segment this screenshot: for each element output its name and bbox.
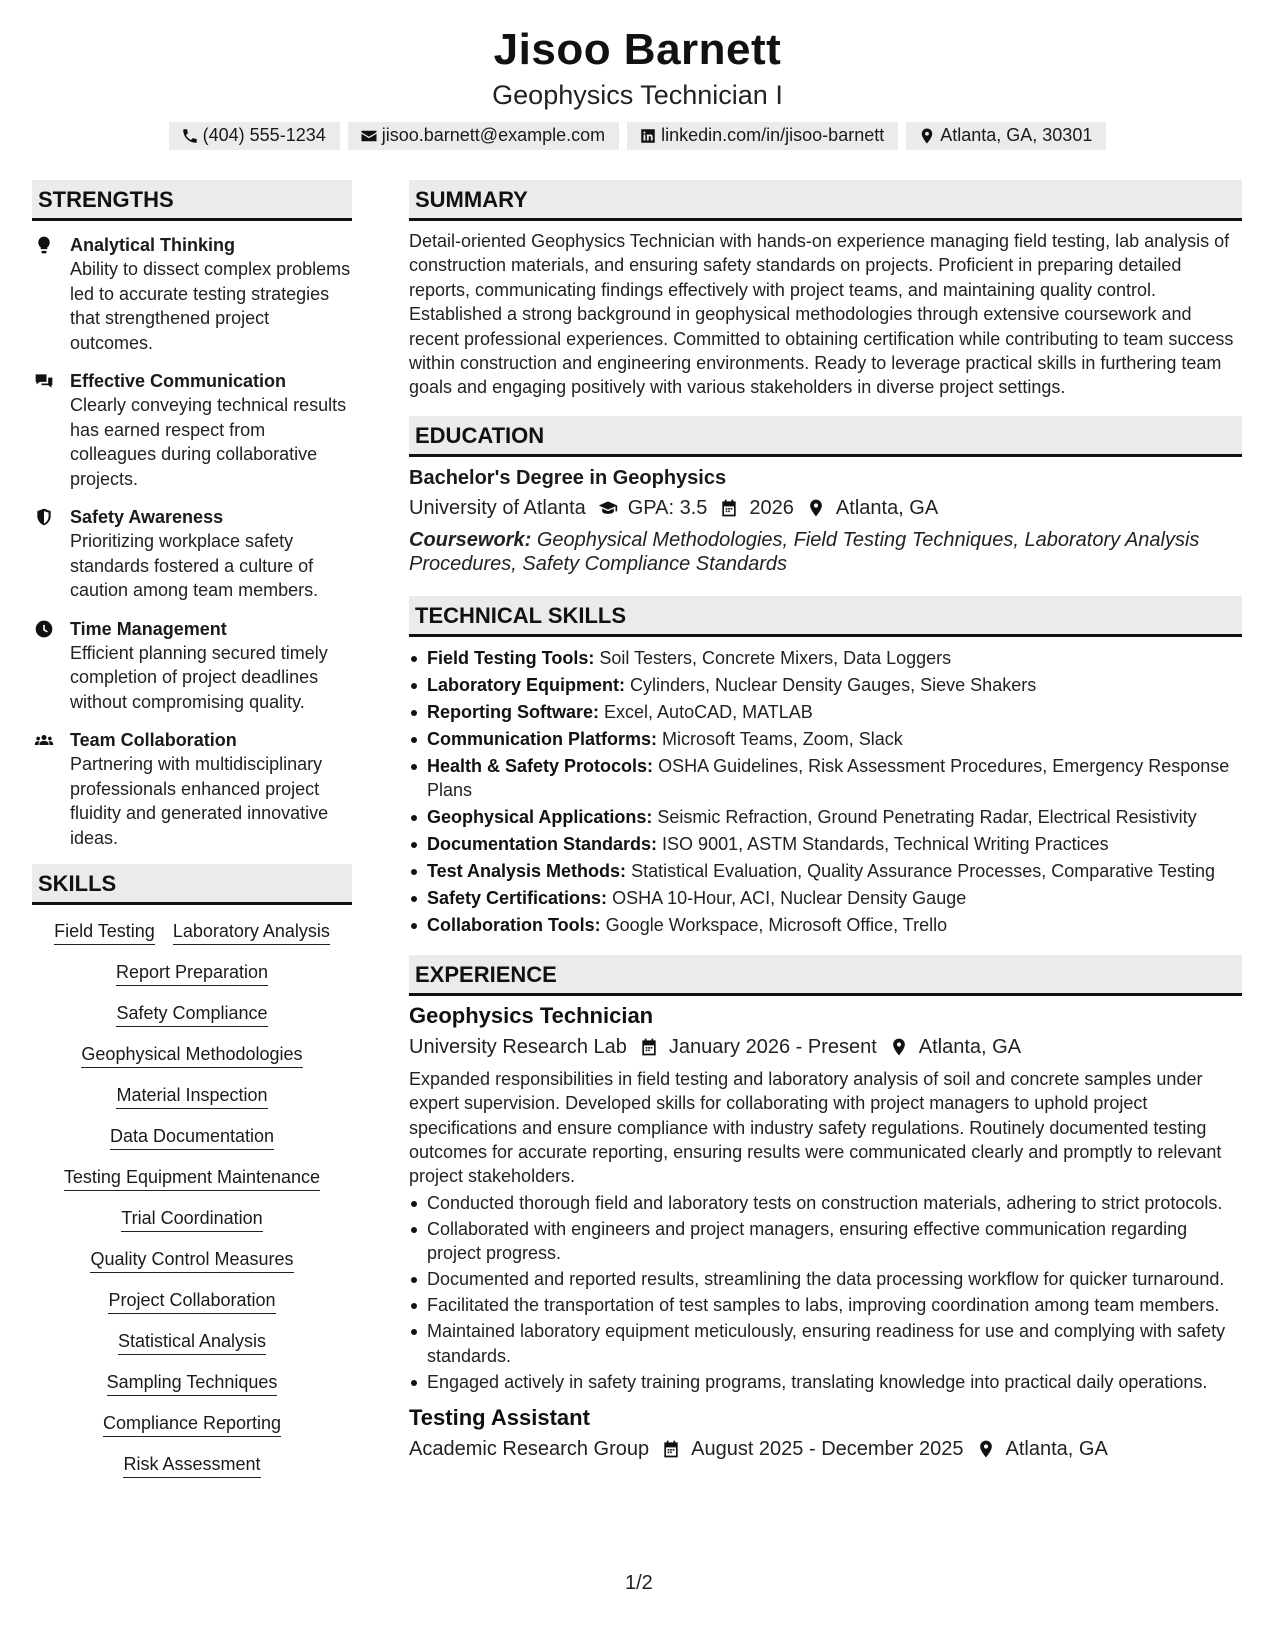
skill-tag: Risk Assessment xyxy=(123,1452,260,1478)
list-item xyxy=(409,700,1242,725)
contact-location-text: Atlanta, GA, 30301 xyxy=(940,125,1093,145)
strength-title: Effective Communication xyxy=(70,371,287,391)
skill-tag: Field Testing xyxy=(54,919,155,945)
contact-location xyxy=(906,122,1106,150)
skill-values: Statistical Evaluation, Quality Assurance Processes, Comparative Testing xyxy=(631,861,1216,882)
job-bullets xyxy=(409,1191,1242,1395)
contact-bar xyxy=(0,122,1275,150)
strength-item xyxy=(32,233,352,355)
contact-email-text: jisoo.barnett@example.com xyxy=(381,125,606,145)
comments-icon xyxy=(34,371,54,391)
list-item: Collaborated with engineers and project managers, ensuring effective communication regarding project progress. xyxy=(409,1217,1242,1266)
list-item: Documented and reported results, streamlining the data processing workflow for quicker turnaround. xyxy=(409,1267,1242,1292)
skill-tag: Project Collaboration xyxy=(108,1288,275,1314)
calendar-icon xyxy=(639,1037,659,1057)
page-number: 1/2 xyxy=(625,1572,653,1594)
job-position: Geophysics Technician xyxy=(409,1002,654,1028)
skill-category: Field Testing Tools: xyxy=(427,647,595,668)
skill-values: OSHA Guidelines, Risk Assessment Procedures, Emergency Response Plans xyxy=(427,755,1230,801)
strength-desc: Ability to dissect complex problems led to accurate testing strategies that strengthened project outcomes. xyxy=(70,259,351,353)
strengths-heading: STRENGTHS xyxy=(32,180,352,221)
strength-title: Team Collaboration xyxy=(70,730,237,750)
skill-category: Collaboration Tools: xyxy=(427,915,601,936)
list-item: Maintained laboratory equipment meticulously, ensuring readiness for use and complying with safety standards. xyxy=(409,1319,1242,1368)
experience-section xyxy=(409,955,1242,1464)
map-pin-icon xyxy=(806,498,826,518)
coursework xyxy=(409,528,1242,576)
skill-category: Reporting Software: xyxy=(427,701,600,722)
list-item xyxy=(409,805,1242,830)
skill-tag: Data Documentation xyxy=(110,1124,274,1150)
list-item xyxy=(409,886,1242,911)
technical-skills-section xyxy=(409,596,1242,938)
strength-title: Analytical Thinking xyxy=(70,235,236,255)
list-item xyxy=(409,832,1242,857)
skill-tag: Quality Control Measures xyxy=(90,1247,293,1273)
graduation-year: 2026 xyxy=(749,496,794,519)
job-location: Atlanta, GA xyxy=(918,1035,1022,1058)
users-icon xyxy=(34,730,54,750)
list-item: Conducted thorough field and laboratory tests on construction materials, adhering to strict protocols. xyxy=(409,1191,1242,1216)
education-heading: EDUCATION xyxy=(409,416,1242,457)
skill-tag: Sampling Techniques xyxy=(107,1370,278,1396)
job-dates: August 2025 - December 2025 xyxy=(691,1438,964,1461)
map-pin-icon xyxy=(918,127,936,145)
strengths-list xyxy=(32,233,352,850)
skill-category: Documentation Standards: xyxy=(427,834,658,855)
skill-tag: Material Inspection xyxy=(116,1083,267,1109)
contact-phone-text: (404) 555-1234 xyxy=(202,125,326,145)
map-pin-icon xyxy=(889,1037,909,1057)
strength-item xyxy=(32,617,352,715)
skill-category: Test Analysis Methods: xyxy=(427,861,627,882)
strength-title: Time Management xyxy=(70,618,227,639)
experience-heading: EXPERIENCE xyxy=(409,955,1242,996)
list-item xyxy=(409,859,1242,884)
left-column xyxy=(32,180,352,1478)
skill-tag: Statistical Analysis xyxy=(118,1329,266,1355)
strength-desc: Clearly conveying technical results has earned respect from colleagues during collaborative projects. xyxy=(70,395,347,489)
list-item xyxy=(409,754,1242,803)
skills-heading: SKILLS xyxy=(32,864,352,905)
skill-category: Health & Safety Protocols: xyxy=(427,755,654,776)
skill-tag: Safety Compliance xyxy=(116,1001,267,1027)
education-section xyxy=(409,416,1242,576)
skill-category: Communication Platforms: xyxy=(427,728,658,749)
job-location: Atlanta, GA xyxy=(1005,1438,1108,1461)
job-description: Expanded responsibilities in field testing and laboratory analysis of soil and concrete samples under expert supervision. Developed skills for collaborating with project managers to uphold project specifications and ensure compliance with industry safety regulations. Routinely documented testing outcomes for accurate reporting, ensuring results were communicated clearly and promptly to relevant project stakeholders. xyxy=(409,1068,1222,1187)
map-pin-icon xyxy=(976,1439,996,1459)
skill-values: Excel, AutoCAD, MATLAB xyxy=(604,701,813,722)
skills-section xyxy=(32,864,352,1478)
clock-icon xyxy=(34,619,54,639)
strength-desc: Efficient planning secured timely completion of project deadlines without compromising quality. xyxy=(70,642,328,712)
job-org: Academic Research Group xyxy=(409,1438,650,1461)
skills-list xyxy=(32,919,352,1478)
skill-values: Microsoft Teams, Zoom, Slack xyxy=(662,728,903,749)
candidate-name: Jisoo Barnett xyxy=(493,25,782,74)
skill-category: Geophysical Applications: xyxy=(427,807,653,828)
job-dates: January 2026 - Present xyxy=(668,1035,877,1058)
list-item: Engaged actively in safety training programs, translating knowledge into practical daily operations. xyxy=(409,1370,1242,1395)
right-column xyxy=(409,180,1242,1463)
skill-tag: Compliance Reporting xyxy=(103,1411,281,1437)
contact-linkedin-text: linkedin.com/in/jisoo-barnett xyxy=(661,125,885,145)
calendar-icon xyxy=(661,1439,681,1459)
linkedin-icon xyxy=(639,127,657,145)
job-position: Testing Assistant xyxy=(409,1405,590,1431)
technical-skills-heading: TECHNICAL SKILLS xyxy=(409,596,1242,637)
job-meta xyxy=(409,1033,1242,1061)
skill-tag: Trial Coordination xyxy=(121,1206,262,1232)
strength-desc: Partnering with multidisciplinary professionals enhanced project fluidity and generated innovative ideas. xyxy=(70,754,329,848)
envelope-icon xyxy=(360,127,378,145)
school-name: University of Atlanta xyxy=(409,496,586,519)
calendar-icon xyxy=(719,498,739,518)
contact-email[interactable] xyxy=(348,122,619,150)
job-org: University Research Lab xyxy=(409,1035,627,1058)
strength-item xyxy=(32,369,352,491)
resume-header xyxy=(0,0,1275,150)
summary-heading: SUMMARY xyxy=(409,180,1242,221)
skill-category: Laboratory Equipment: xyxy=(427,674,626,695)
summary-section xyxy=(409,180,1242,400)
skill-values: Google Workspace, Microsoft Office, Trello xyxy=(605,915,948,936)
list-item xyxy=(409,646,1242,671)
skill-values: Soil Testers, Concrete Mixers, Data Loggers xyxy=(599,647,952,668)
summary-text: Detail-oriented Geophysics Technician with hands-on experience managing field testing, lab analysis of construction materials, and ensuring safety standards on projects. Proficient in preparing detailed reports, communicating findings effectively with project teams, and maintaining quality control. Established a strong background in geophysical methodologies through extensive coursework and recent professional experiences. Committed to obtaining certification while contributing to team success within construction and engineering environments. Ready to leverage practical skills in furthering team goals and engaging positively with various stakeholders in diverse project settings. xyxy=(409,231,1234,398)
job-meta xyxy=(409,1435,1242,1463)
strength-title: Safety Awareness xyxy=(70,507,224,527)
education-meta xyxy=(409,494,1242,522)
skill-values: Cylinders, Nuclear Density Gauges, Sieve Shakers xyxy=(630,674,1037,695)
list-item xyxy=(409,673,1242,698)
strength-desc: Prioritizing workplace safety standards fostered a culture of caution among team members. xyxy=(70,531,319,600)
skill-values: OSHA 10-Hour, ACI, Nuclear Density Gauge xyxy=(612,888,967,909)
skill-tag: Geophysical Methodologies xyxy=(81,1042,302,1068)
skill-tag: Laboratory Analysis xyxy=(173,919,330,945)
degree-title: Bachelor's Degree in Geophysics xyxy=(409,466,727,489)
list-item xyxy=(409,913,1242,938)
job-title: Geophysics Technician I xyxy=(492,80,783,110)
phone-icon xyxy=(181,127,199,145)
list-item: Facilitated the transportation of test samples to labs, improving coordination among team members. xyxy=(409,1293,1242,1318)
lightbulb-icon xyxy=(34,235,54,255)
coursework-list: Geophysical Methodologies, Field Testing Techniques, Laboratory Analysis Procedures, Safety Compliance Standards xyxy=(409,528,1200,575)
skill-values: Seismic Refraction, Ground Penetrating Radar, Electrical Resistivity xyxy=(657,807,1197,828)
graduation-cap-icon xyxy=(598,498,618,518)
list-item xyxy=(409,727,1242,752)
skill-tag: Report Preparation xyxy=(116,960,268,986)
contact-phone[interactable] xyxy=(169,122,340,150)
strength-item xyxy=(32,728,352,850)
gpa: GPA: 3.5 xyxy=(627,496,708,519)
skill-tag: Testing Equipment Maintenance xyxy=(64,1165,320,1191)
technical-skills-list xyxy=(409,646,1242,938)
education-location: Atlanta, GA xyxy=(835,496,939,519)
shield-icon xyxy=(34,507,54,527)
strength-item xyxy=(32,505,352,603)
skill-values: ISO 9001, ASTM Standards, Technical Writing Practices xyxy=(662,834,1109,855)
contact-linkedin[interactable] xyxy=(627,122,898,150)
coursework-label: Coursework: xyxy=(409,528,532,551)
skill-category: Safety Certifications: xyxy=(427,888,608,909)
